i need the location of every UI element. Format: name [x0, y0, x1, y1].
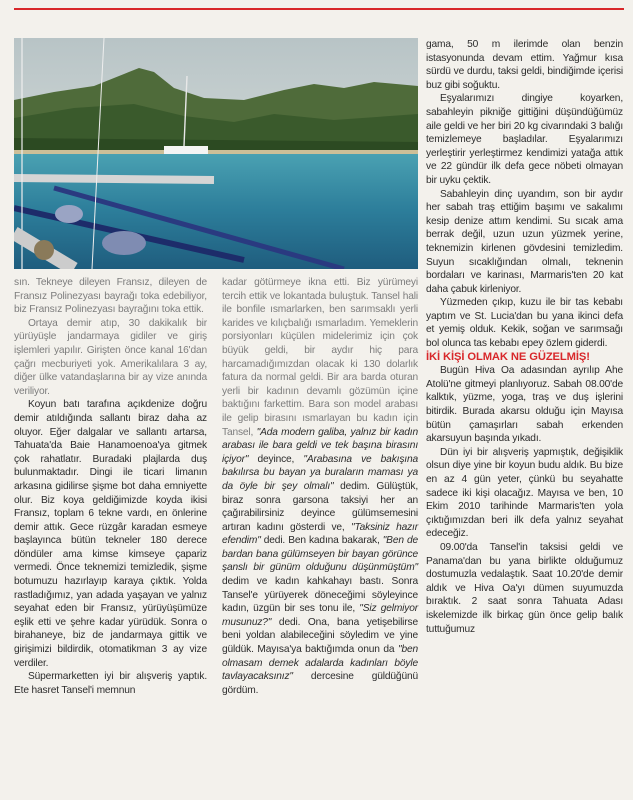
paragraph-text: dercesine güldüğünü gördüm.	[222, 671, 418, 696]
paragraph-text: dedim. Gülüştük, biraz sonra garsona taksiyi her an çağırabilirsiniz deyince gülümsemesini artıran kadını gösterdi ve,	[222, 480, 419, 533]
paragraph-text: kadar götürmeye ikna etti. Biz yürümeyi tercih ettik ve lokantada buluştuk. Tansel hali ile bonfile ısmarlarken, ben sarımsaklı yerli karides ve kılıçbalığı ısmarladım. Yemeklerin porsiyonları küçülen midelerimiz için çok büyük geldi, bir aydır hiç para harcamadığımızdan olacak ki 130 dolarlık fatura da normal geldi. Bir ara barda oturan yerli bir kadının devamlı gözümün içine baktığını farkettim. Bara son model arabası ile gelip birasını ısmarlayan bu kadın için Tansel,	[222, 277, 418, 438]
paragraph-text: dedi. Ona, bana yetişebilirse beni yoldan alabileceğini söyledim ve yine güldük. Mayısa'ya baktığımda onun da	[222, 616, 418, 656]
paragraph: Yüzmeden çıkıp, kuzu ile bir tas kebabı yaptım ve St. Lucia'dan bu yana ikinci defa et yemiş olduk. Kekik, soğan ve sarımsağı bol olunca tas kebabı epey özlem giderdi.	[426, 297, 623, 350]
paragraph: sın. Tekneye dileyen Fransız, dileyen de Fransız Polinezyası bayrağı toka edebiliyor, biz Fransız Polinezyası bayrağını toka ettik.	[14, 277, 207, 316]
paragraph: Süpermarketten iyi bir alışveriş yaptık. Ete hasret Tansel'i memnun	[14, 671, 207, 696]
paragraph-text: dedim ve kadın kahkahayı bastı. Sonra Tansel'e yürüyerek döneceğimi söyleyince kadın, üzgün bir ses tonu ile,	[222, 576, 418, 615]
paragraph: Bugün Hiva Oa adasından ayrılıp Ahe Atolü'ne gitmeyi planlıyoruz. Sabah 08.00'de kalktık, yüzme, yoga, traş ve duş işlerini bitirdik. Burada akarsu olduğu için Mayısa bütün çamaşırları sabah erkenden akarsuyun başında yıkadı.	[426, 365, 623, 445]
paragraph: Dün iyi bir alışveriş yapmıştık, değişiklik olsun diye yine bir koyun budu aldık. Bu bize en az 4 gün yeter, çünkü bu seyahatte sadece iki kişi olacağız. Mayısa ve ben, 10 Ekim 2010 tarihinde Marmaris'ten yola çıktığımızdan beri ilk defa yalnız seyahat edeceğiz.	[426, 446, 623, 540]
quote-text: "Ben de bardan bana gülümseyen bir bayan görünce şanslı bir günüm olduğunu düşünmüştüm"	[222, 535, 418, 574]
paragraph: Eşyalarımızı dingiye koyarken, sabahleyin pikniğe gittiğini düşündüğümüz aile geldi ve her biri 20 kg civarındaki 3 balığı temizlemeye başladılar. Eşyalarımızı yerleştirir yerleştirmez kendimizi yatağa attık ve 22 gündür ilk defa gece nöbeti olmayan bir uyku çektik.	[426, 93, 623, 186]
paragraph: gama, 50 m ilerimde olan benzin istasyonunda devam ettim. Yağmur kısa sürdü ve durdu, taksi geldi, bindiğimde içerisi buz gibi soğuktu.	[426, 39, 623, 91]
quote-text: "ben olmasam demek adalarda kadınları böyle tavlayacaksınız"	[222, 644, 418, 683]
quote-text: "Arabasına ve bakışına bakılırsa bu bayan ya buraların maması ya da öyle bir şey olmalı"	[222, 453, 418, 492]
text-column-1	[14, 276, 207, 697]
harbor-sailboat-photo	[14, 38, 418, 269]
paragraph-text: dedi. Ben kadına bakarak,	[263, 535, 380, 547]
section-heading: İKİ KİŞİ OLMAK NE GÜZELMİŞ!	[426, 350, 590, 363]
paragraph: Koyun batı tarafına açıkdenize doğru demir atıldığında sallantı biraz daha az oluyor. Eğer dalgalar ve sallantı artarsa, Tahuata'da Baie Hanamoenoa'ya gitmek çok rahatlatır. Buradaki plajlarda duş bulunmaktadır. Dingi ile ticari limanın arkasına gidilirse şişme bot daha emniyette olur. Biz koya geldiğimizde koyda ikisi Fransız, toplam 6 tekne vardı, en önlerine demir attık. Gece rüzgâr karadan esmeye başlayınca bütün tekneler 180 derece döndüler ama kimse kimseye çapariz vermedi. Önce teknemizi temizledik, şişme botumuzu hazırlayıp karaya çıktık. Yolda rastladığımız, yan adada yaşayan ve yalnız seyahat eden bir Fransız, yürüyüşümüze eşlik etti ve şehre kadar yürüdük. Sonra o birahaneye, biz de jandarmaya gittik ve girişimizi bildirdik, otomatikman 3 ay vize verdiler.	[14, 399, 207, 669]
text-column-3	[426, 38, 623, 636]
quote-text: "Taksiniz hazır efendim"	[222, 521, 418, 547]
paragraph: Sabahleyin dinç uyandım, son bir aydır her sabah traş ettiğim başımı ve sakalımı kesip denize attım kendimi. Su sıcak ama berrak değil, uzun uzun yüzmek yerine, teknemizin kirlenen gövdesini temizledim. Suyun sıcaklığından olmalı, teknenin bordaları ve karinası, Marmaris'ten 20 kat daha çabuk kirleniyor.	[426, 188, 623, 295]
paragraph: Ortaya demir atıp, 30 dakikalık bir yürüyüşle jandarmaya gidiler ve giriş işlemleri yapılır. Girişten önce kanal 16'dan çağrı mecburiyeti yok. Amerikalılara 3 ay, diğer ülke vatandaşlarına bir ay vize anında veriliyor.	[14, 317, 207, 397]
top-red-rule	[14, 8, 624, 10]
quote-text: "Siz gelmiyor musunuz?"	[222, 603, 418, 628]
text-column-2	[222, 276, 418, 697]
quote-text: "Ada modern galiba, yalnız bir kadın arabası ile bara geldi ve tek başına birasını içiyor"	[222, 426, 418, 465]
paragraph: 09.00'da Tansel'in taksisi geldi ve Panama'dan bu yana birlikte olduğumuz dostumuzla vedalaştık. Saat 10.20'de demir aldık ve Hiva Oa'yı dümen suyumuzda bıraktık. 2 saat sonra Tahuata Adası iskelemizde ilk birkaç gün önce gelip balık tuttuğumuz	[426, 541, 623, 635]
photo-illustration	[14, 38, 418, 269]
paragraph-text: deyince,	[257, 453, 295, 465]
paragraph	[222, 276, 418, 697]
